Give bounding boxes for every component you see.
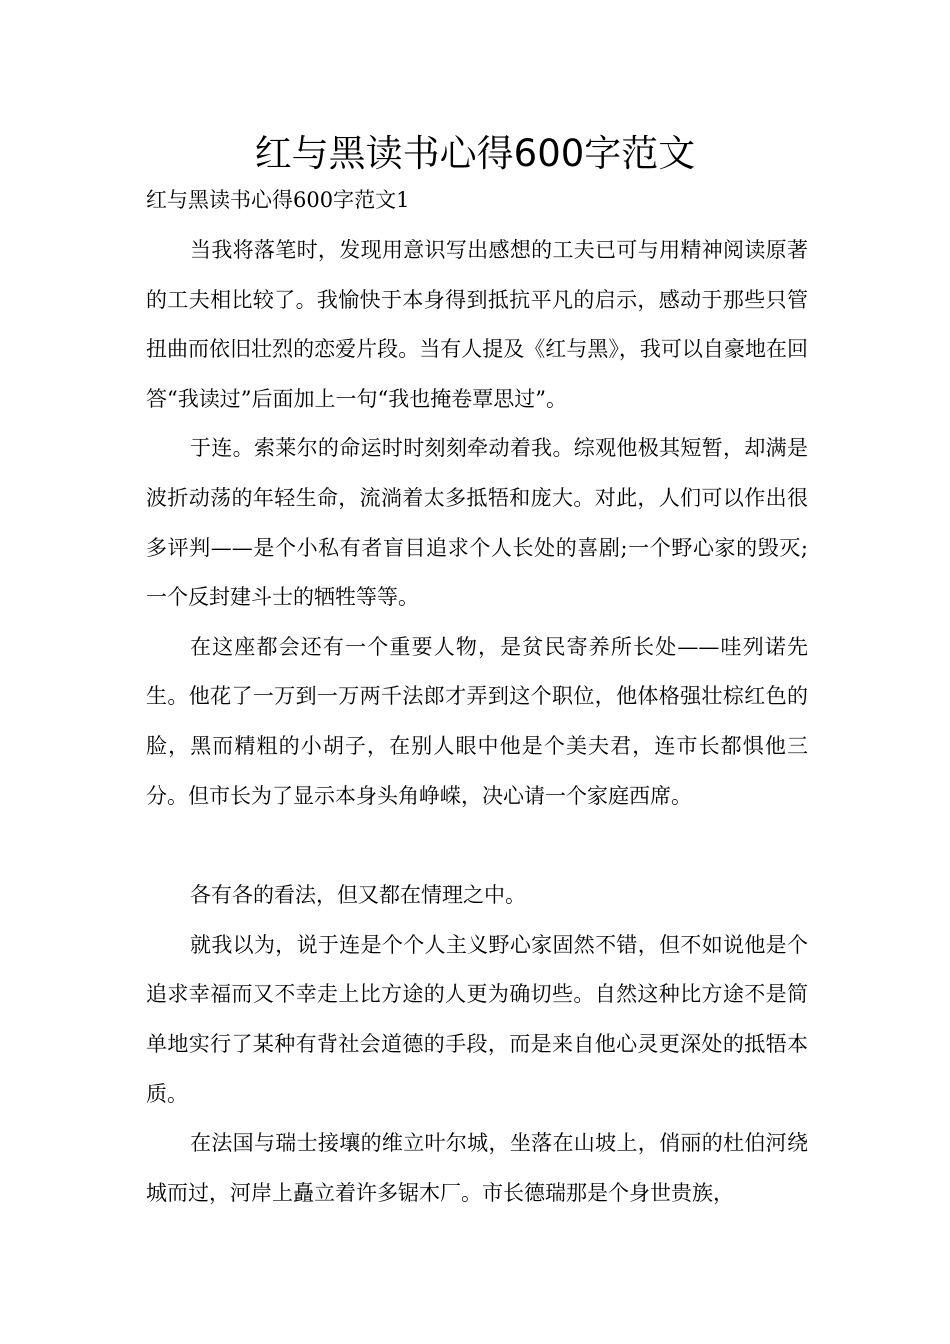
document-title: 红与黑读书心得600字范文 [254,132,696,175]
paragraph-2: 于连。索莱尔的命运时时刻刻牵动着我。综观他极其短暂，却满是波折动荡的年轻生命，流淌着太多抵牾和庞大。对此，人们可以作出很多评判——是个小私有者盲目追求个人长处的喜剧;一个野心家的毁灭;一个反封建斗士的牺牲等等。 [146,436,808,610]
paragraph-6: 在法国与瑞士接壤的维立叶尔城，坐落在山坡上，俏丽的杜伯河绕城而过，河岸上矗立着许多锯木厂。市长德瑞那是个身世贵族， [146,1131,808,1205]
paragraph-5: 就我以为，说于连是个个人主义野心家固然不错，但不如说他是个追求幸福而又不幸走上比方途的人更为确切些。自然这种比方途不是简单地实行了某种有背社会道德的手段，而是来自他心灵更深处的抵牾本质。 [146,932,808,1106]
paragraph-4: 各有各的看法，但又都在情理之中。 [190,883,526,908]
paragraph-1: 当我将落笔时，发现用意识写出感想的工夫已可与用精神阅读原著的工夫相比较了。我愉快于本身得到抵抗平凡的启示，感动于那些只管扭曲而依旧壮烈的恋爱片段。当有人提及《红与黑》，我可以自豪地在回答“我读过”后面加上一句“我也掩卷覃思过”。 [146,238,808,411]
document-body [146,226,808,1218]
document-subtitle: 红与黑读书心得600字范文1 [146,188,410,212]
paragraph-3: 在这座都会还有一个重要人物，是贫民寄养所长处——哇列诺先生。他花了一万到一万两千法郎才弄到这个职位，他体格强壮棕红色的脸，黑而精粗的小胡子，在别人眼中他是个美夫君，连市长都惧他三分。但市长为了显示本身头角峥嵘，决心请一个家庭西席。 [146,634,808,808]
